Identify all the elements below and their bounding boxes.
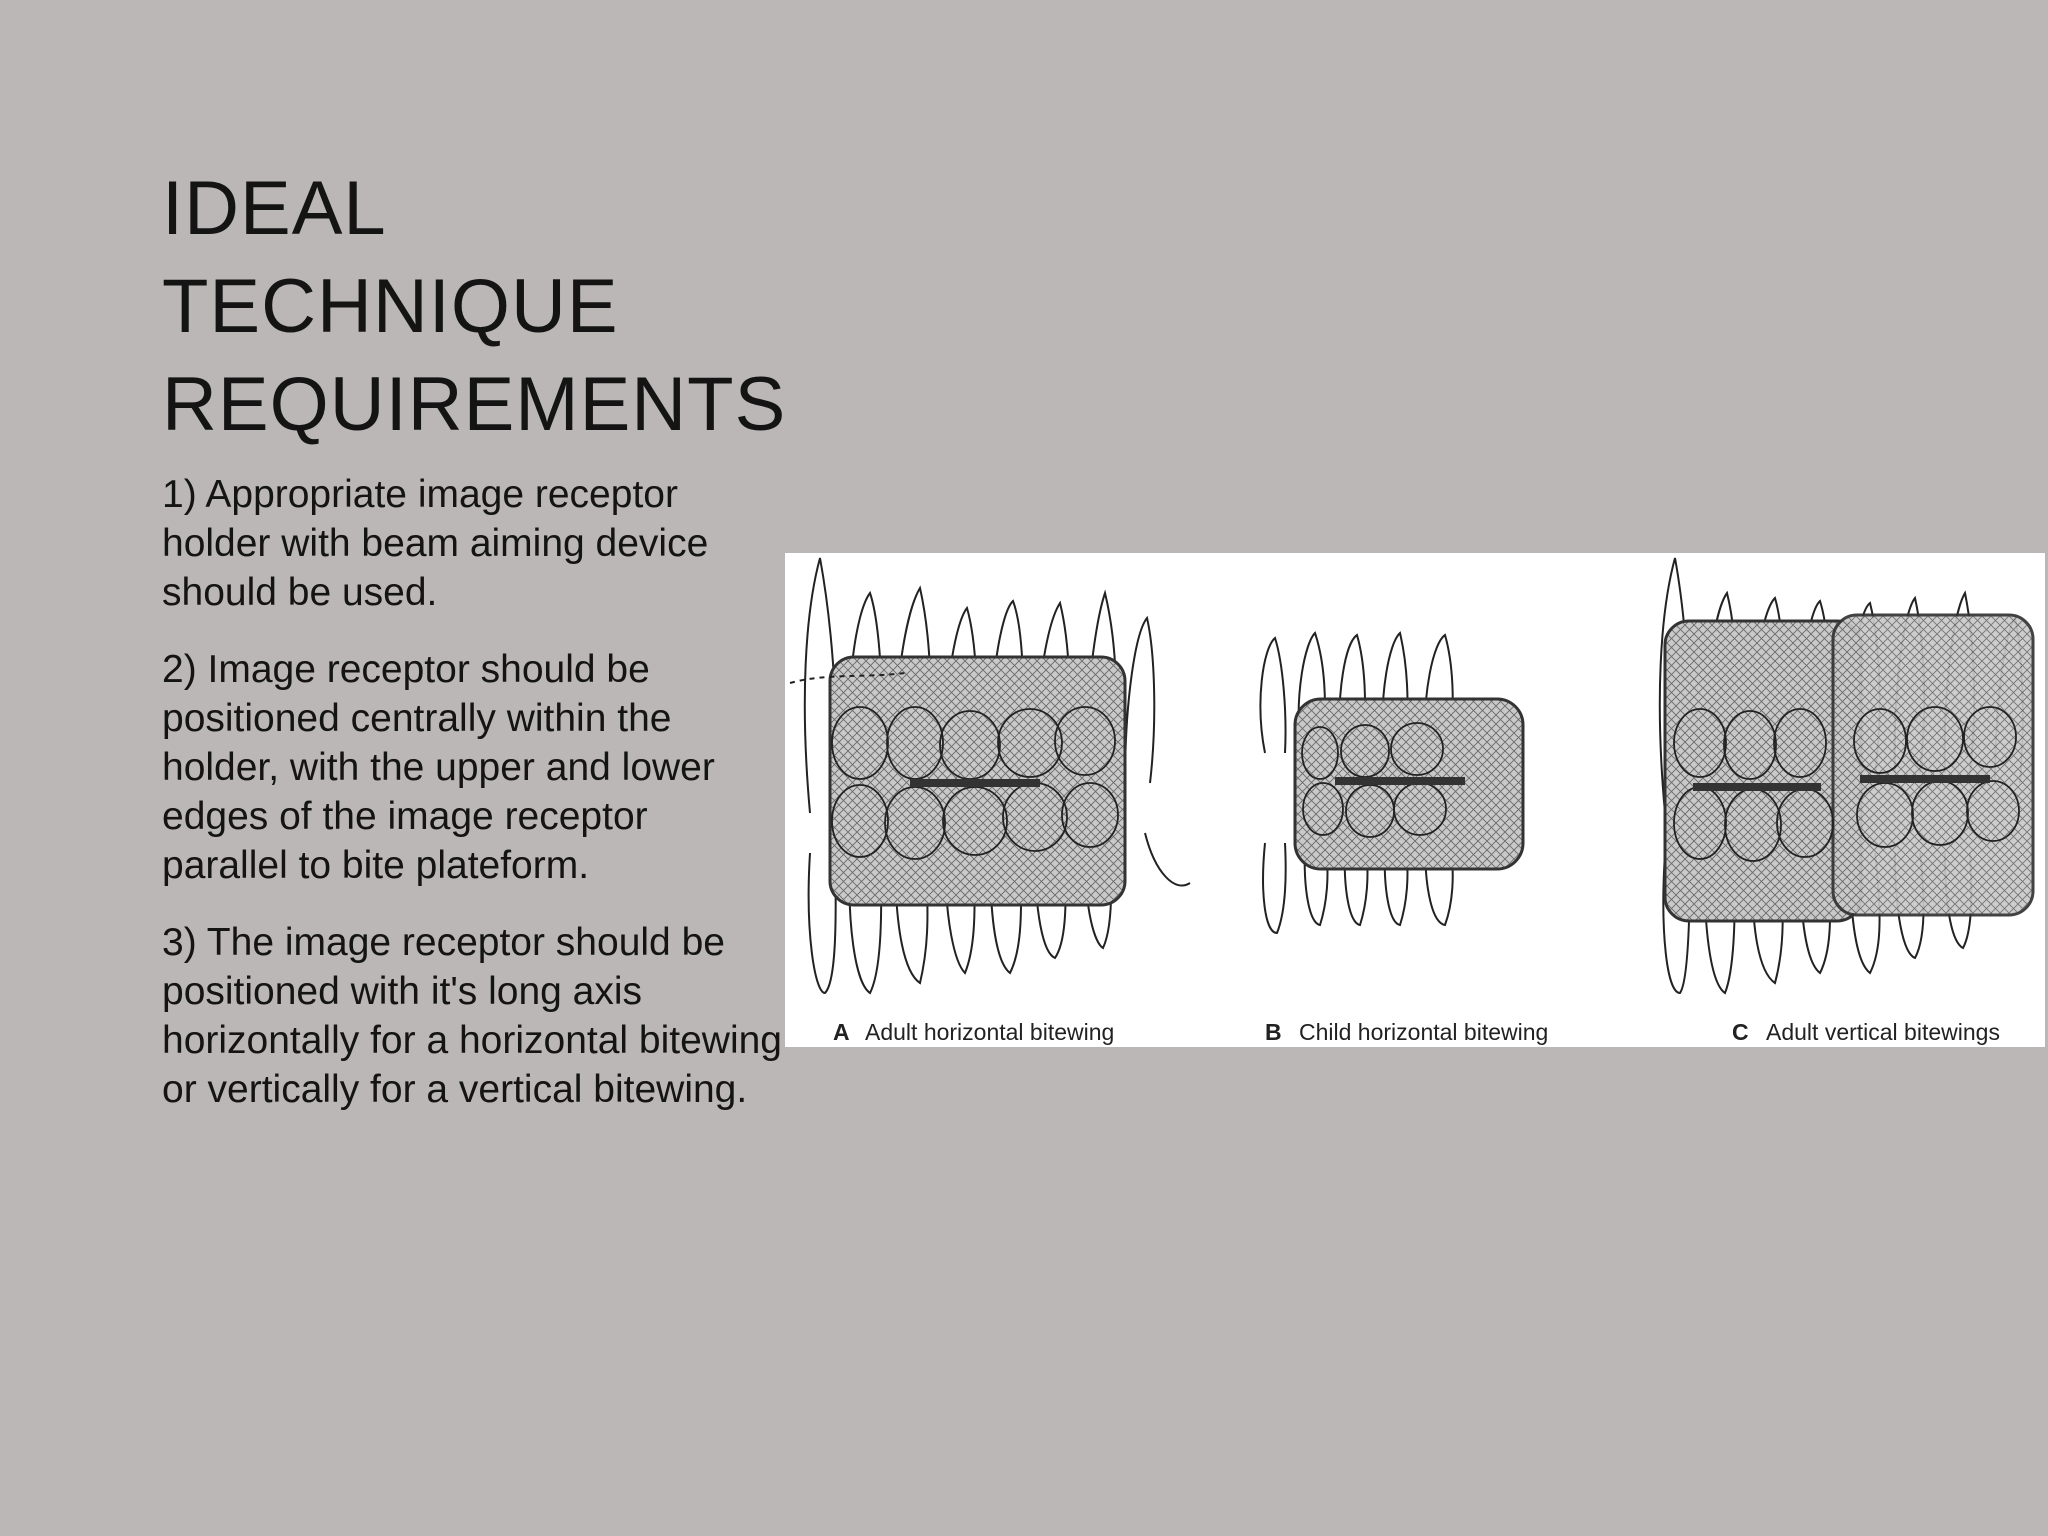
panel-b-child-horizontal xyxy=(1260,633,1523,933)
panel-a-caption: Adult horizontal bitewing xyxy=(865,1019,1115,1045)
title-line-3: REQUIREMENTS xyxy=(162,362,787,447)
panel-c-caption: Adult vertical bitewings xyxy=(1766,1019,2000,1045)
requirement-point-1: 1) Appropriate image receptor holder with beam aiming device should be used. xyxy=(162,473,709,614)
bite-tab-c-right xyxy=(1860,775,1990,783)
bitewing-diagram xyxy=(785,553,2045,1047)
requirements-list xyxy=(162,470,782,1142)
bite-tab-a xyxy=(910,779,1040,787)
panel-a-adult-horizontal xyxy=(790,558,1190,993)
panel-b-caption: Child horizontal bitewing xyxy=(1299,1019,1549,1045)
panel-a-letter: A xyxy=(833,1019,850,1045)
slide-title xyxy=(162,160,802,454)
requirement-point-2: 2) Image receptor should be positioned centrally within the holder, with the upper and lower edges of the image receptor parallel to bite plateform. xyxy=(162,648,715,887)
panel-c-letter: C xyxy=(1732,1019,1749,1045)
bite-tab-b xyxy=(1335,777,1465,785)
panel-c-adult-vertical xyxy=(1660,558,2033,993)
title-line-1: IDEAL xyxy=(162,166,387,251)
requirement-point-3: 3) The image receptor should be positioned with it's long axis horizontally for a horizontal bitewing or vertically for a vertical bitewing. xyxy=(162,921,783,1111)
bitewing-illustration xyxy=(785,553,2045,1047)
title-line-2: TECHNIQUE xyxy=(162,264,619,349)
bite-tab-c-left xyxy=(1693,783,1821,791)
figure-captions xyxy=(833,1019,2000,1045)
panel-b-letter: B xyxy=(1265,1019,1282,1045)
